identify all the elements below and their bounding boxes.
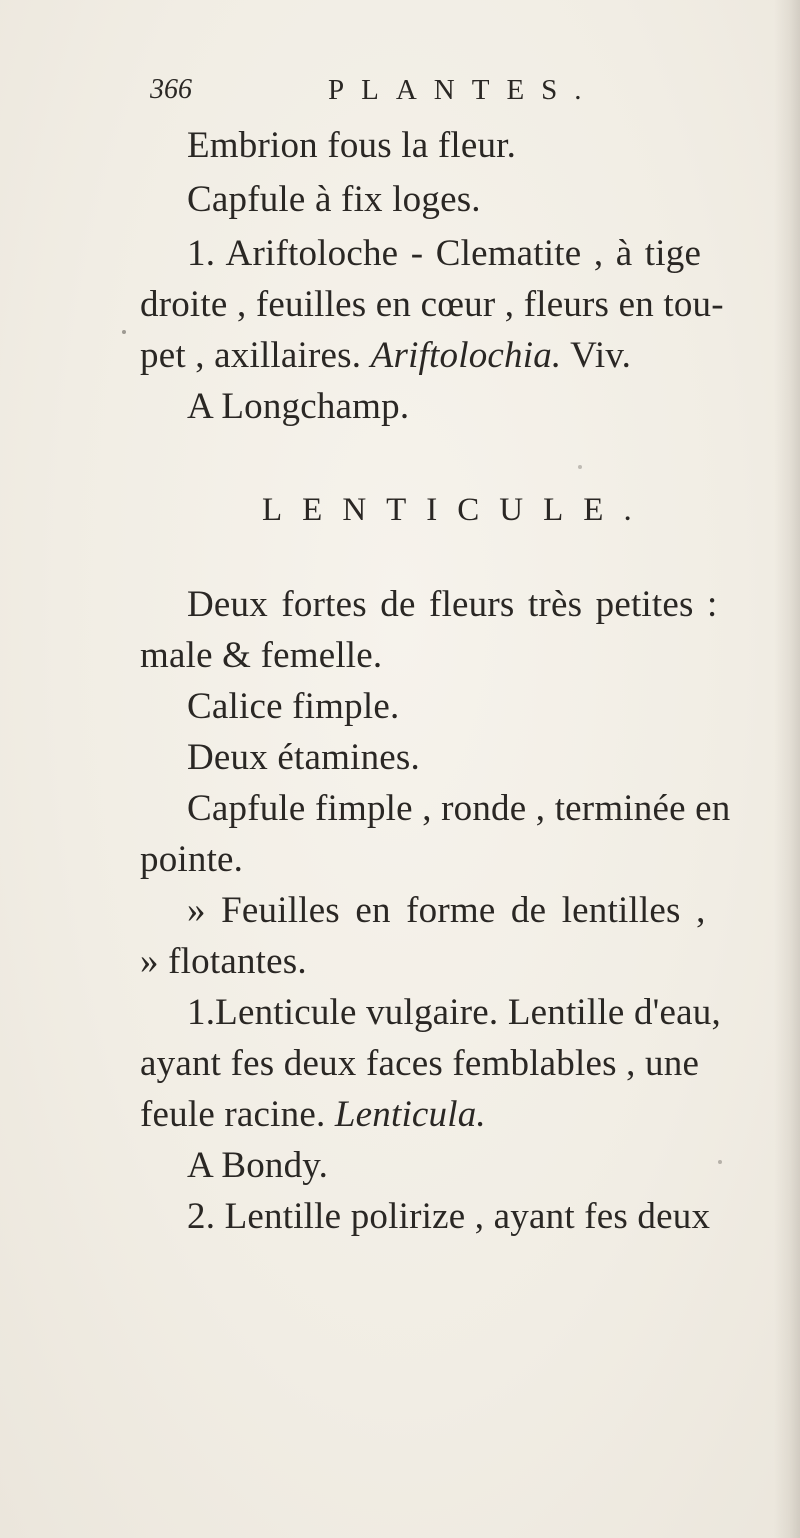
text-segment: feule racine. [140,1094,326,1135]
latin-name: Ariftolochia. [370,335,562,376]
text-line: Calice fimple. [187,686,400,727]
text-line: Deux fortes de fleurs très petites : [187,584,718,625]
text-line: droite , feuilles en cœur , fleurs en tou- [140,284,724,325]
text-line: 1. Ariftoloche - Clematite , à tige [187,233,702,274]
page-edge-shadow [774,0,800,1538]
section-heading: LENTICULE. [262,492,652,528]
text-line: Capfule à fix loges. [187,179,481,220]
text-line: male & femelle. [140,635,383,676]
paper-speck [122,330,126,334]
page-number: 366 [150,74,192,105]
text-line [140,1093,486,1137]
text-line: A Longchamp. [187,386,410,427]
text-line: » flotantes. [140,941,307,982]
paper-speck [718,1160,722,1164]
text-line: Deux étamines. [187,737,420,778]
text-line: pointe. [140,839,244,880]
text-line: Capfule fimple , ronde , terminée en [187,788,731,829]
latin-name: Lenticula. [334,1094,486,1135]
text-line: A Bondy. [187,1145,329,1186]
text-line [140,334,631,378]
text-line: 1.Lenticule vulgaire. Lentille d'eau, [187,992,721,1033]
text-segment: Viv. [570,335,632,376]
text-line: 2. Lentille polirize , ayant fes deux [187,1196,711,1237]
text-line: » Feuilles en forme de lentilles , [187,890,706,931]
text-line: ayant fes deux faces femblables , une [140,1043,700,1084]
paper-speck [578,465,582,469]
running-title: PLANTES. [328,74,599,106]
text-segment: pet , axillaires. [140,335,362,376]
text-line: Embrion fous la fleur. [187,125,517,166]
